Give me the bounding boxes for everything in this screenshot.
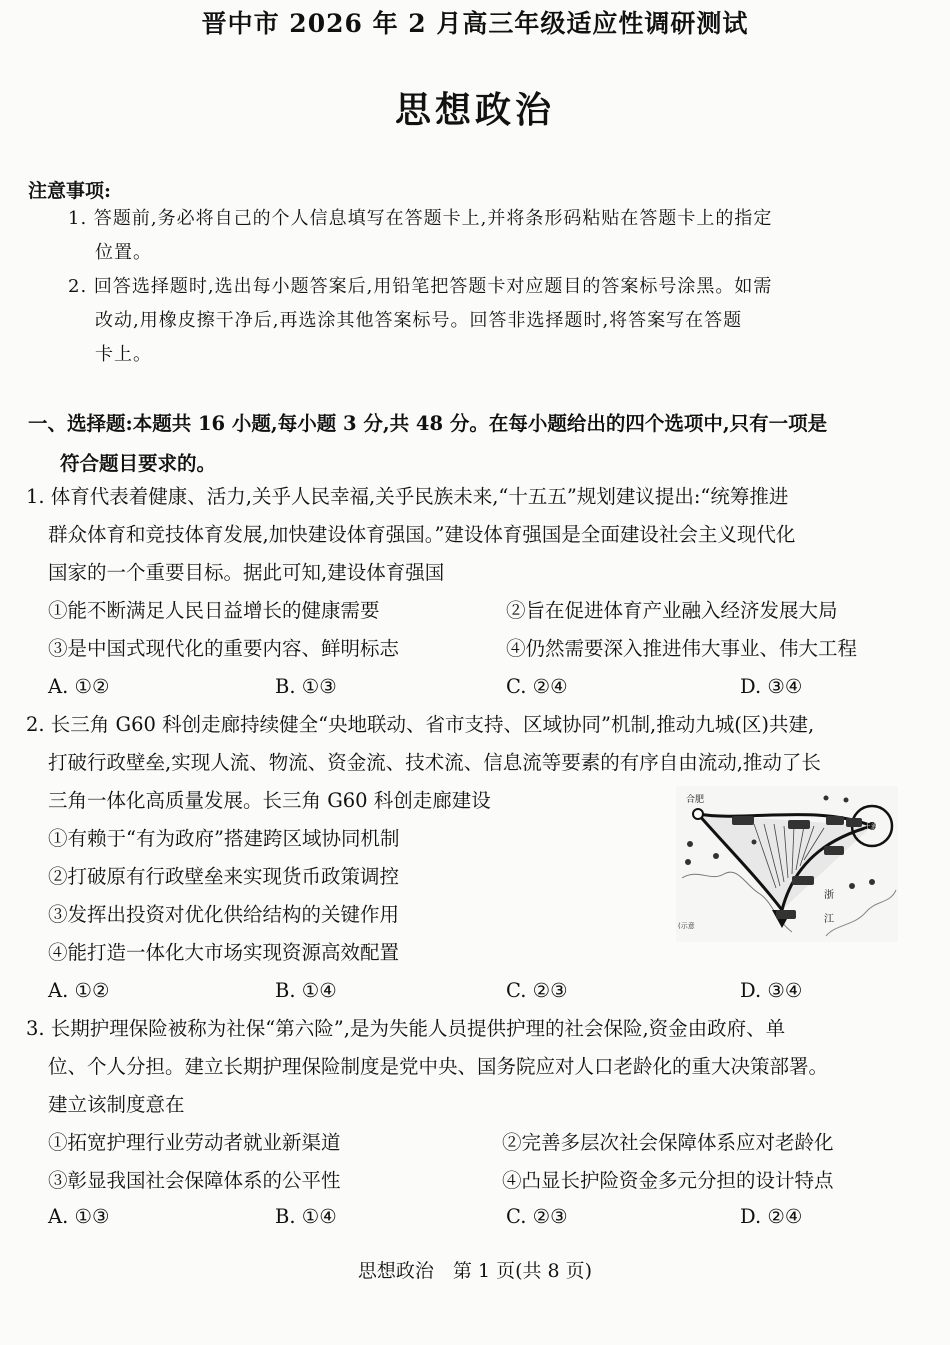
- question-3-stem: [26, 1010, 900, 1124]
- stem-line: 三角一体化高质量发展。长三角 G60 科创走廊建设: [48, 789, 491, 812]
- question-3-answer-d: D. ②④: [740, 1205, 803, 1228]
- notes-title: 注意事项:: [28, 180, 112, 202]
- section-line: 符合题目要求的。: [60, 452, 217, 475]
- question-1-answer-b: B. ①③: [275, 675, 337, 698]
- question-3-option-3: ③彰显我国社会保障体系的公平性: [48, 1169, 341, 1192]
- note-line: 2. 回答选择题时,选出每小题答案后,用铅笔把答题卡对应题目的答案标号涂黑。如需: [68, 276, 773, 297]
- note-line: 卡上。: [95, 344, 152, 365]
- question-3-option-2: ②完善多层次社会保障体系应对老龄化: [502, 1131, 834, 1154]
- question-3-answer-a: A. ①③: [48, 1205, 110, 1228]
- question-3-answer-b: B. ①④: [275, 1205, 337, 1228]
- question-3-option-4: ④凸显长护险资金多元分担的设计特点: [502, 1169, 834, 1192]
- stem-line: 群众体育和竞技体育发展,加快建设体育强国。”建设体育强国是全面建设社会主义现代化: [48, 523, 796, 546]
- stem-line: 1. 体育代表着健康、活力,关乎人民幸福,关乎民族未来,“十五五”规划建议提出:“统筹推进: [26, 485, 789, 508]
- question-2-option-1: ①有赖于“有为政府”搭建跨区域协同机制: [48, 827, 400, 850]
- question-2-option-4: ④能打造一体化大市场实现资源高效配置: [48, 941, 400, 964]
- city-node-hefei: [693, 809, 703, 819]
- question-2-option-2: ②打破原有行政壁垒来实现货币政策调控: [48, 865, 400, 888]
- stem-line: 3. 长期护理保险被称为社保“第六险”,是为失能人员提供护理的社会保险,资金由政府、单: [26, 1017, 786, 1040]
- note-item-2: [68, 270, 898, 372]
- question-1-stem: [26, 478, 900, 592]
- question-1-option-2: ②旨在促进体育产业融入经济发展大局: [506, 599, 838, 622]
- stem-line: 国家的一个重要目标。据此可知,建设体育强国: [48, 561, 445, 584]
- question-2-option-3: ③发挥出投资对优化供给结构的关键作用: [48, 903, 400, 926]
- question-2-answer-b: B. ①④: [275, 979, 337, 1002]
- stem-line: 打破行政壁垒,实现人流、物流、资金流、技术流、信息流等要素的有序自由流动,推动了长: [48, 751, 821, 774]
- note-item-1: [68, 202, 898, 270]
- question-1-option-3: ③是中国式现代化的重要内容、鲜明标志: [48, 637, 400, 660]
- note-line: 1. 答题前,务必将自己的个人信息填写在答题卡上,并将条形码粘贴在答题卡上的指定: [68, 208, 773, 229]
- stem-line: 建立该制度意在: [48, 1093, 185, 1116]
- question-3-option-1: ①拓宽护理行业劳动者就业新渠道: [48, 1131, 341, 1154]
- question-3-answer-c: C. ②③: [506, 1205, 568, 1228]
- question-1-answer-a: A. ①②: [48, 675, 110, 698]
- stem-line: 2. 长三角 G60 科创走廊持续健全“央地联动、省市支持、区域协同”机制,推动九城(区)共建,: [26, 713, 815, 736]
- stem-line: 位、个人分担。建立长期护理保险制度是党中央、国务院应对人口老龄化的重大决策部署。: [48, 1055, 829, 1078]
- page-footer: 思想政治 第 1 页(共 8 页): [357, 1260, 593, 1282]
- question-1-answer-d: D. ③④: [740, 675, 803, 698]
- map-label-shanghai: 上海: [864, 823, 878, 831]
- question-1-option-1: ①能不断满足人民日益增长的健康需要: [48, 599, 380, 622]
- question-2-answer-d: D. ③④: [740, 979, 803, 1002]
- map-label-jiang: 江: [824, 914, 834, 925]
- subject-title: 思想政治: [394, 89, 555, 131]
- note-line: 改动,用橡皮擦干净后,再选涂其他答案标号。回答非选择题时,将答案写在答题: [95, 310, 743, 331]
- question-2-answer-a: A. ①②: [48, 979, 110, 1002]
- g60-corridor-map: [676, 786, 898, 942]
- section-line: 一、选择题:本题共 16 小题,每小题 3 分,共 48 分。在每小题给出的四个选项中,只有一项是: [28, 412, 828, 435]
- exam-title: 晋中市 2026 年 2 月高三年级适应性调研测试: [201, 9, 749, 38]
- question-1-answer-c: C. ②④: [506, 675, 568, 698]
- map-label-zhejiang: 浙: [824, 890, 834, 901]
- question-2-answer-c: C. ②③: [506, 979, 568, 1002]
- note-line: 位置。: [95, 242, 152, 263]
- map-note: (示意: [678, 922, 695, 930]
- question-1-option-4: ④仍然需要深入推进伟大事业、伟大工程: [506, 637, 858, 660]
- map-label-hefei: 合肥: [686, 795, 705, 805]
- section-heading: [28, 404, 900, 484]
